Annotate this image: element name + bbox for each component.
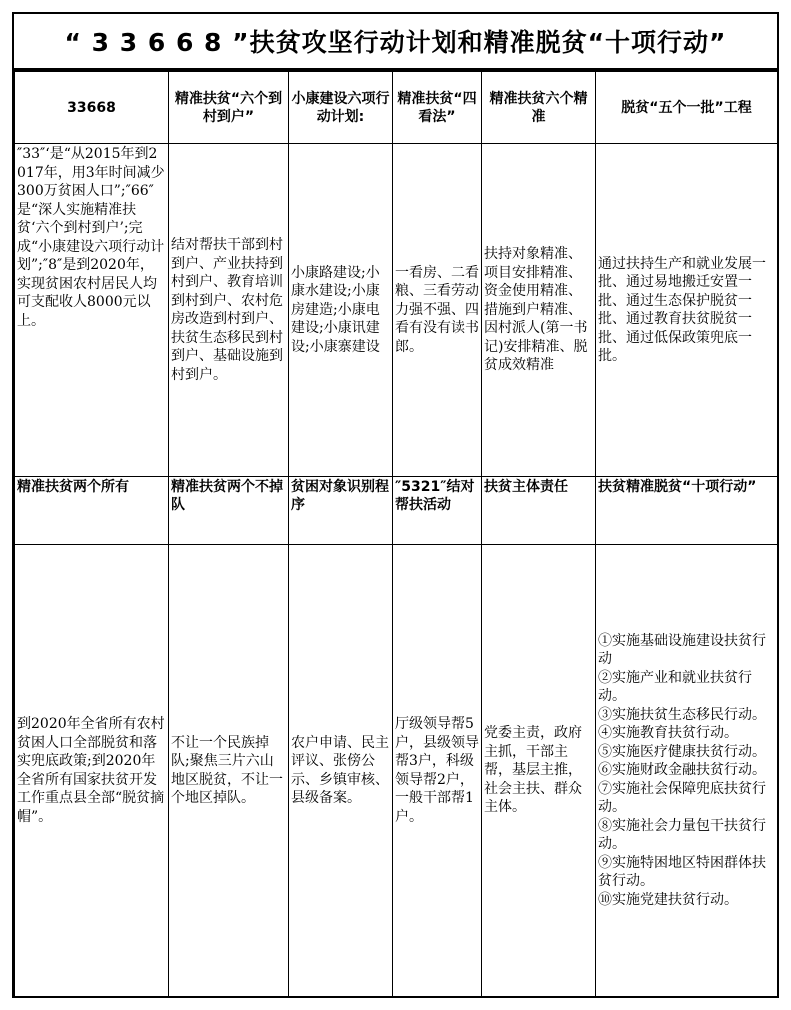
header-two-all: 精准扶贫两个所有 bbox=[15, 477, 169, 545]
ten-action-item: ⑧实施社会力量包干扶贫行动。 bbox=[598, 817, 766, 853]
cell-two-no-left-behind: 不让一个民族掉队;聚焦三片六山地区脱贫，不让一个地区掉队。 bbox=[169, 545, 289, 997]
cell-five-batches: 通过扶持生产和就业发展一批、通过易地搬迁安置一批、通过生态保护脱贫一批、通过教育扶贫脱贫一批、通过低保政策兜底一批。 bbox=[596, 144, 778, 477]
poverty-plan-table bbox=[14, 71, 778, 997]
cell-identify-procedure: 农户申请、民主评议、张傍公示、乡镇审核、县级备案。 bbox=[289, 545, 393, 997]
cell-four-look-method: 一看房、二看粮、三看劳动力强不强、四看有没有读书郎。 bbox=[393, 144, 482, 477]
header-six-to-village: 精准扶贫“六个到村到户” bbox=[169, 72, 289, 144]
ten-action-item: ⑩实施党建扶贫行动。 bbox=[598, 891, 738, 908]
cell-33668-desc: ″33″‘是“从2015年到2017年，用3年时间减少300万贫困人口”;″66″是“深人实施精准扶贫‘六个到村到户’;完成“小康建设六项行动计划”;″8″是到2020年，实现贫困农村居民人均可支配收人8000元以上。 bbox=[15, 144, 169, 477]
document-sheet bbox=[12, 12, 779, 998]
header-four-look-method: 精准扶贫“四看法” bbox=[393, 72, 482, 144]
document-title: “ 3 3 6 6 8 ”扶贫攻坚行动计划和精准脱贫“十项行动” bbox=[14, 14, 777, 71]
cell-5321-pairing: 厅级领导帮5户，县级领导帮3户，科级领导帮2户，一般干部帮1户。 bbox=[393, 545, 482, 997]
cell-six-to-village: 结对帮扶干部到村到户、产业扶持到村到户、教育培训到村到户、农村危房改造到村到户、扶贫生态移民到村到户、基础设施到村到户。 bbox=[169, 144, 289, 477]
cell-two-all: 到2020年全省所有农村贫困人口全部脱贫和落实兜底政策;到2020年全省所有国家扶贫开发工作重点县全部“脱贫摘帽”。 bbox=[15, 545, 169, 997]
cell-main-responsibility: 党委主责，政府主抓，干部主帮，基层主推，社会主扶、群众主体。 bbox=[482, 545, 596, 997]
ten-action-item: ⑦实施社会保障兜底扶贫行动。 bbox=[598, 780, 766, 816]
header-5321-pairing: ″5321″结对帮扶活动 bbox=[393, 477, 482, 545]
header-ten-actions: 扶贫精准脱贫“十项行动” bbox=[596, 477, 778, 545]
ten-action-item: ⑨实施特困地区特困群体扶贫行动。 bbox=[598, 854, 766, 890]
header-main-responsibility: 扶贫主体责任 bbox=[482, 477, 596, 545]
ten-action-item: ⑤实施医疗健康扶贫行动。 bbox=[598, 743, 766, 760]
content-row-2 bbox=[15, 545, 778, 997]
header-two-no-left-behind: 精准扶贫两个不掉队 bbox=[169, 477, 289, 545]
header-row-1 bbox=[15, 72, 778, 144]
header-identify-procedure: 贫困对象识别程序 bbox=[289, 477, 393, 545]
cell-xiaokang-six-actions: 小康路建设;小康水建设;小康房建造;小康电建设;小康讯建设;小康寨建设 bbox=[289, 144, 393, 477]
ten-action-item: ①实施基础设施建设扶贫行动 bbox=[598, 632, 766, 668]
header-xiaokang-six-actions: 小康建设六项行动计划: bbox=[289, 72, 393, 144]
header-row-2 bbox=[15, 477, 778, 545]
ten-action-item: ②实施产业和就业扶贫行动。 bbox=[598, 669, 752, 705]
ten-action-item: ④实施教育扶贫行动。 bbox=[598, 725, 738, 742]
cell-six-precise: 扶持对象精准、项目安排精准、资金使用精准、措施到户精准、因村派人(第一书记)安排精准、脱贫成效精准 bbox=[482, 144, 596, 477]
ten-action-item: ⑥实施财政金融扶贫行动。 bbox=[598, 762, 766, 779]
header-five-batches: 脱贫“五个一批”工程 bbox=[596, 72, 778, 144]
content-row-1 bbox=[15, 144, 778, 477]
ten-action-item: ③实施扶贫生态移民行动。 bbox=[598, 706, 766, 723]
cell-ten-actions-list bbox=[596, 545, 778, 997]
header-33668: 33668 bbox=[15, 72, 169, 144]
header-six-precise: 精准扶贫六个精准 bbox=[482, 72, 596, 144]
